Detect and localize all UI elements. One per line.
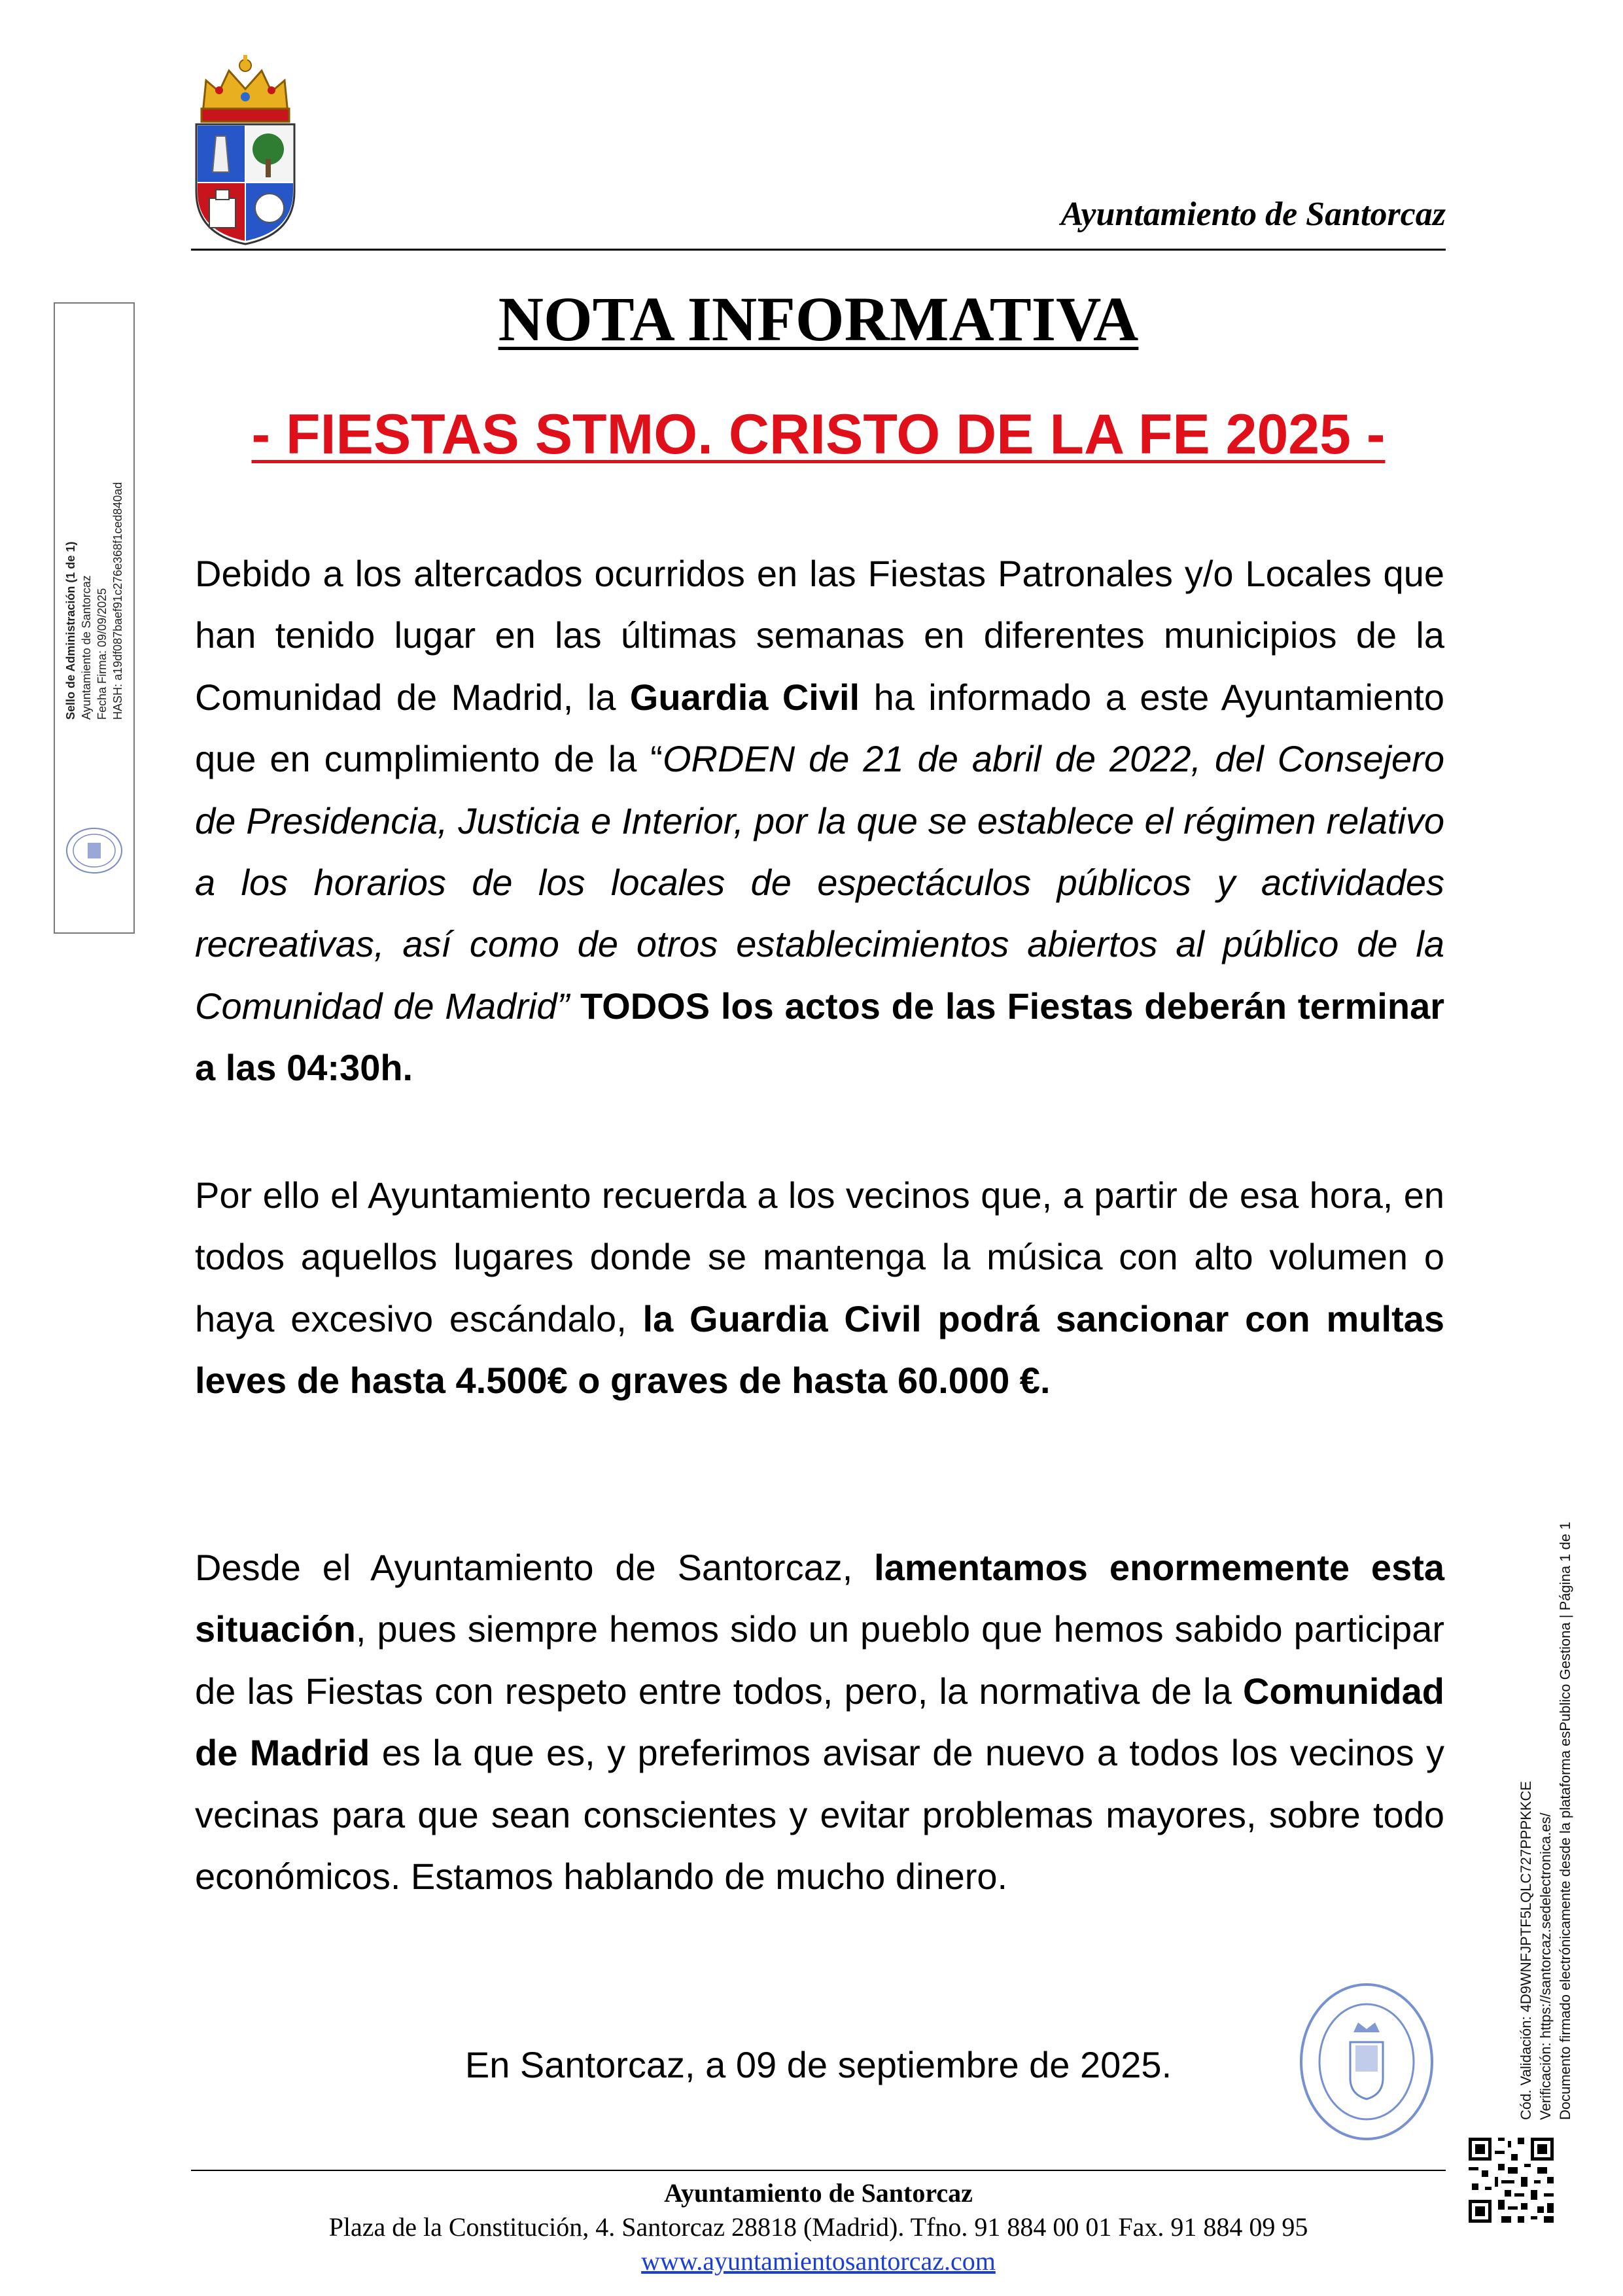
paragraph-1 [195,543,1444,1099]
p1-text-2: ha informado a este Ayuntamiento que en cumplimiento de la “ [195,676,1444,780]
admin-seal-line1: Sello de Administración (1 de 1) [64,541,77,720]
p1-text-1: Debido a los altercados ocurridos en las Fiestas Patronales y/o Locales que han tenido lugar en las últimas semanas en diferentes municipios de la Comunidad de Madrid, la [195,553,1444,718]
header-divider [191,249,1446,251]
p2-bold-sanciones: la Guardia Civil podrá sancionar con multas leves de hasta 4.500€ o graves de hasta 60.000 €. [195,1298,1445,1402]
p1-bold-guardia-civil: Guardia Civil [629,676,860,718]
p2-text-1: Por ello el Ayuntamiento recuerda a los vecinos que, a partir de esa hora, en todos aquellos lugares donde se mantenga la música con alto volumen o haya excesivo escándalo, [195,1174,1444,1339]
admin-seal-line3: Fecha Firma: 09/09/2025 [96,588,109,720]
verification-code: Cód. Validación: 4D9WNFJPTF5LQLC727PPPKKCE [1518,1780,1534,2120]
footer-organization: Ayuntamiento de Santorcaz [664,2178,973,2208]
verification-text [1516,1433,1588,2120]
header-organization: Ayuntamiento de Santorcaz [1060,196,1446,233]
admin-seal-text [63,445,126,720]
verification-url: Verificación: https://santorcaz.sedelectronica.es/ [1537,1812,1554,2120]
page-subtitle: - FIESTAS STMO. CRISTO DE LA FE 2025 - [251,403,1386,466]
footer-divider [191,2170,1446,2171]
p1-italic-orden: ORDEN de 21 de abril de 2022, del Consejero de Presidencia, Justicia e Interior, por la que se establece el régimen relativo a los horarios de los locales de espectáculos públicos y actividades recreativas, así como de otros establecimientos abiertos al público de la Comunidad de Madrid” [195,738,1444,1027]
verification-platform: Documento firmado electrónicamente desde la plataforma esPublico Gestiona | Página 1 de 1 [1557,1521,1573,2120]
official-stamp-icon [1298,1980,1435,2144]
admin-seal-stamp-icon [64,826,124,875]
p3-text-2: , pues siempre hemos sido un pueblo que hemos sabido participar de las Fiestas con respeto entre todos, pero, la normativa de la [195,1608,1444,1712]
qr-code-icon[interactable] [1465,2134,1557,2226]
paragraph-3 [195,1537,1444,1907]
admin-seal-line2: Ayuntamiento de Santorcaz [80,575,93,720]
coat-of-arms-icon [190,51,301,247]
p3-bold-lamentamos: lamentamos enormemente esta situación [195,1547,1445,1650]
footer-website-link[interactable]: www.ayuntamientosantorcaz.com [641,2246,996,2276]
date-line: En Santorcaz, a 09 de septiembre de 2025. [464,2044,1172,2085]
p1-bold-todos-los-actos: TODOS los actos de las Fiestas deberán terminar a las 04:30h. [195,985,1445,1089]
footer-address: Plaza de la Constitución, 4. Santorcaz 28818 (Madrid). Tfno. 91 884 00 01 Fax. 91 884 09 95 [328,2212,1308,2242]
p3-text-1: Desde el Ayuntamiento de Santorcaz, [195,1547,875,1588]
admin-seal-line4: HASH: a19df087baef91c276e368f1ced840ad [111,482,124,720]
paragraph-2 [195,1165,1444,1412]
p3-bold-comunidad-de-madrid: Comunidad de Madrid [195,1670,1444,1774]
page-title: NOTA INFORMATIVA [498,284,1139,354]
p3-text-3: es la que es, y preferimos avisar de nuevo a todos los vecinos y vecinas para que sean conscientes y evitar problemas mayores, sobre todo económicos. Estamos hablando de mucho dinero. [195,1732,1445,1898]
